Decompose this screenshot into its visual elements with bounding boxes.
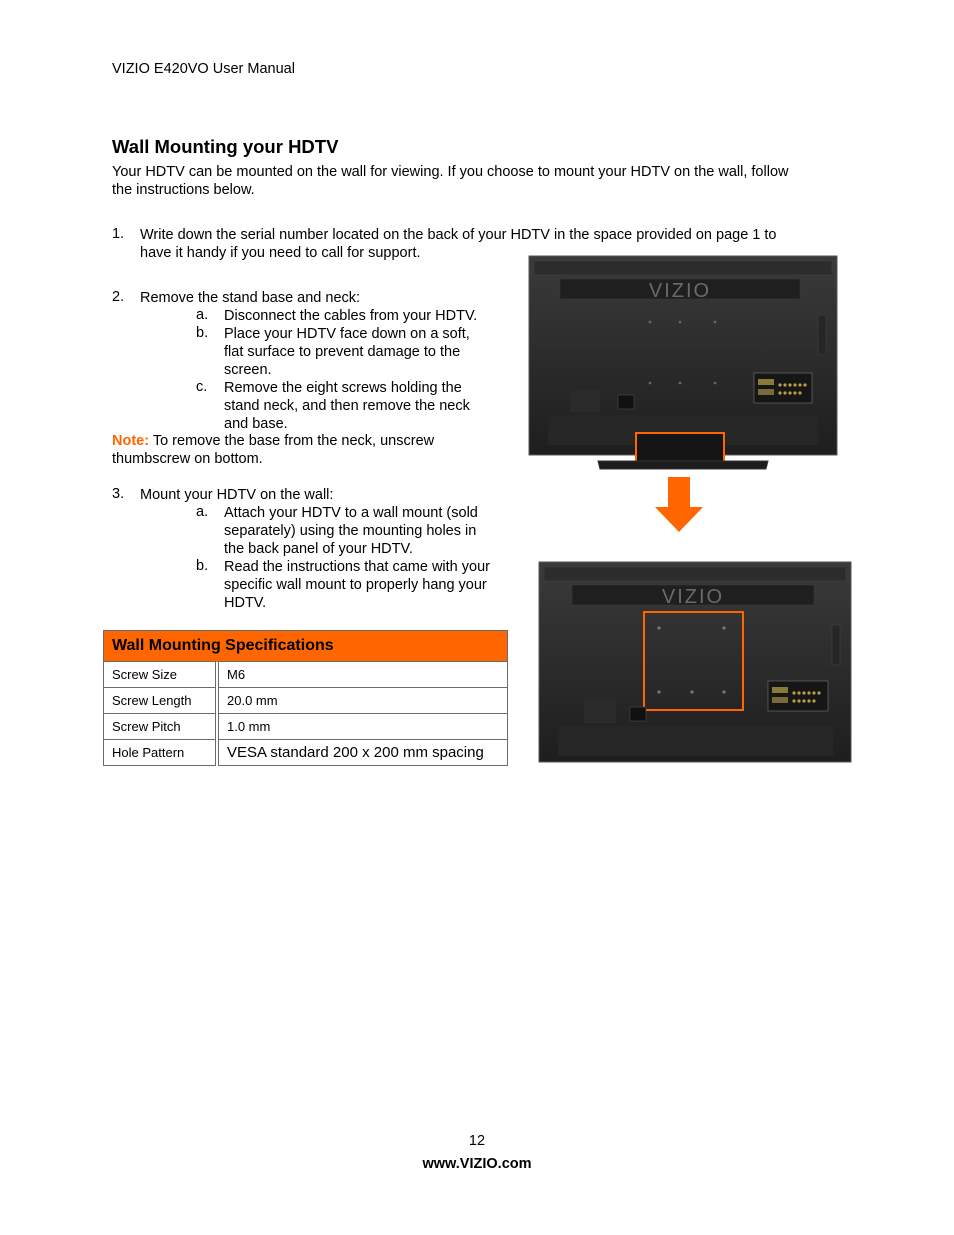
spec-value: M6 — [217, 662, 508, 688]
substep-line: HDTV. — [224, 595, 267, 611]
substep-line: flat surface to prevent damage to the — [224, 344, 461, 360]
note-text: thumbscrew on bottom. — [112, 451, 263, 467]
spec-label: Screw Length — [104, 688, 218, 714]
substep-line: specific wall mount to properly hang your — [224, 577, 487, 593]
step-number: 2. — [112, 289, 125, 305]
substep-line: the back panel of your HDTV. — [224, 541, 413, 557]
page-number: 12 — [468, 1133, 486, 1149]
spec-value: 20.0 mm — [217, 688, 508, 714]
substep-2a — [224, 307, 477, 325]
running-header: VIZIO E420VO User Manual — [112, 61, 295, 77]
tv-back-mounting-image — [538, 561, 853, 764]
substep-line: screen. — [224, 362, 272, 378]
substep-line: Read the instructions that came with your — [224, 559, 490, 575]
substep-3b — [224, 558, 490, 612]
intro-line: Your HDTV can be mounted on the wall for viewing. If you choose to mount your HDTV on the wall, follow — [112, 164, 789, 180]
substep-label: a. — [196, 307, 209, 323]
substep-2c — [224, 379, 470, 433]
section-title: Wall Mounting your HDTV — [112, 136, 339, 157]
spec-label: Screw Size — [104, 662, 218, 688]
substep-2b — [224, 325, 470, 379]
substep-line: Disconnect the cables from your HDTV. — [224, 308, 478, 324]
spec-value: VESA standard 200 x 200 mm spacing — [217, 740, 508, 766]
substep-line: and base. — [224, 416, 288, 432]
note-text: To remove the base from the neck, unscrew — [149, 433, 435, 449]
table-row — [104, 714, 508, 740]
substep-label: b. — [196, 325, 209, 341]
substep-line: stand neck, and then remove the neck — [224, 398, 470, 414]
substep-label: a. — [196, 504, 209, 520]
table-row — [104, 740, 508, 766]
table-row — [104, 688, 508, 714]
substep-label: b. — [196, 558, 209, 574]
specs-table-heading: Wall Mounting Specifications — [104, 631, 508, 662]
step-1-line: Write down the serial number located on the back of your HDTV in the space provided on page 1 to — [140, 227, 777, 243]
tv-back-with-stand-image — [528, 255, 840, 473]
step-number: 1. — [112, 226, 125, 242]
spec-label: Hole Pattern — [104, 740, 218, 766]
step-number: 3. — [112, 486, 125, 502]
table-row — [104, 662, 508, 688]
spec-label: Screw Pitch — [104, 714, 218, 740]
step-1-line: have it handy if you need to call for support. — [140, 245, 421, 261]
substep-line: Remove the eight screws holding the — [224, 380, 462, 396]
brand-logo: VIZIO — [661, 586, 725, 608]
specs-table — [103, 630, 508, 766]
arrow-down-icon — [654, 477, 704, 533]
step-3-text: Mount your HDTV on the wall: — [140, 487, 334, 503]
substep-line: Attach your HDTV to a wall mount (sold — [224, 505, 478, 521]
intro-paragraph — [112, 163, 852, 199]
substep-label: c. — [196, 379, 208, 395]
note — [112, 432, 434, 468]
substep-3a — [224, 504, 478, 558]
step-2-text: Remove the stand base and neck: — [140, 290, 361, 306]
substep-line: separately) using the mounting holes in — [224, 523, 477, 539]
brand-logo: VIZIO — [648, 280, 712, 302]
note-label: Note: — [112, 433, 150, 449]
footer-url: www.VIZIO.com — [422, 1156, 532, 1172]
intro-line: the instructions below. — [112, 182, 255, 198]
spec-value: 1.0 mm — [217, 714, 508, 740]
substep-line: Place your HDTV face down on a soft, — [224, 326, 470, 342]
